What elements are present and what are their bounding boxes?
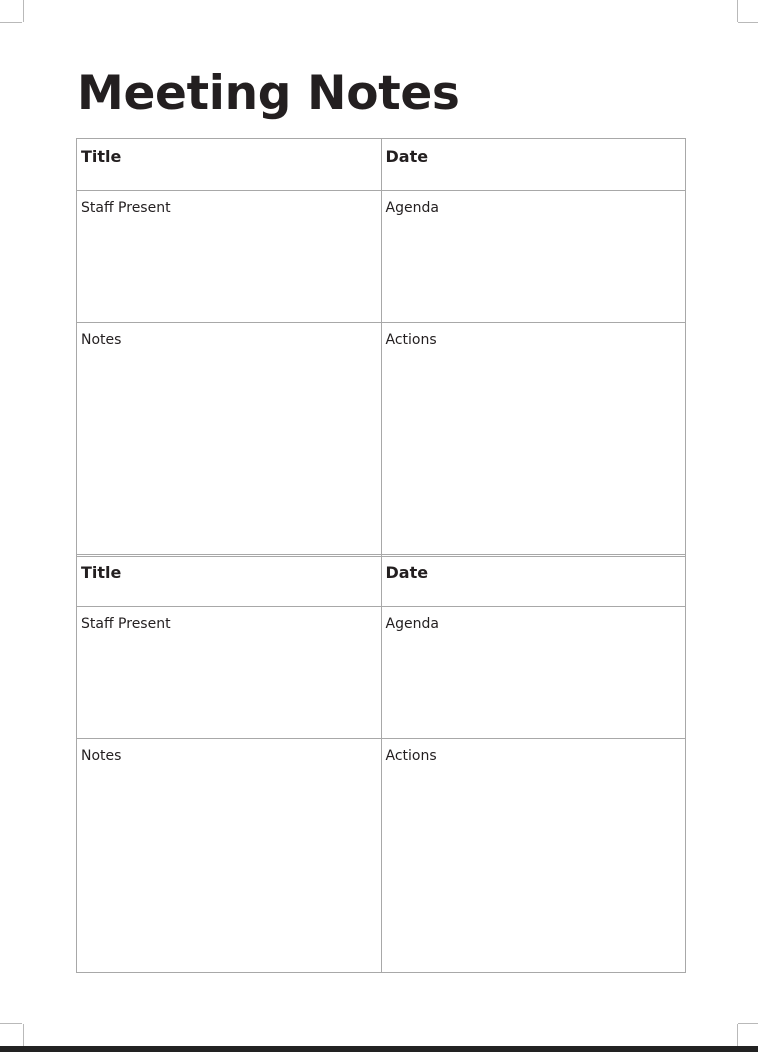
agenda-label: Agenda [385, 200, 439, 216]
meeting-table-2 [76, 554, 686, 973]
staff-present-label: Staff Present [81, 200, 171, 216]
notes-label: Notes [81, 332, 122, 348]
staff-present-label: Staff Present [81, 616, 171, 632]
bottom-bar [0, 1046, 758, 1052]
actions-label: Actions [385, 332, 437, 348]
date-label: Date [385, 147, 429, 166]
crop-mark-top-left-horizontal [0, 22, 22, 23]
title-label: Title [81, 147, 122, 166]
crop-mark-top-right-horizontal [738, 22, 758, 23]
header-row [77, 139, 686, 191]
crop-mark-bottom-left-horizontal [0, 1023, 22, 1024]
title-cell[interactable] [77, 139, 382, 191]
actions-cell[interactable] [381, 739, 686, 973]
title-label: Title [81, 563, 122, 582]
staff-agenda-row [77, 607, 686, 739]
notes-cell[interactable] [77, 739, 382, 973]
crop-mark-bottom-left [23, 1024, 24, 1046]
crop-mark-bottom-right-horizontal [738, 1023, 758, 1024]
meeting-table-1 [76, 138, 686, 557]
page-title: Meeting Notes [77, 66, 460, 121]
agenda-cell[interactable] [381, 607, 686, 739]
crop-mark-top-left [23, 0, 24, 22]
date-label: Date [385, 563, 429, 582]
crop-mark-bottom-right [737, 1024, 738, 1046]
actions-cell[interactable] [381, 323, 686, 557]
staff-present-cell[interactable] [77, 191, 382, 323]
notes-cell[interactable] [77, 323, 382, 557]
notes-actions-row [77, 323, 686, 557]
staff-agenda-row [77, 191, 686, 323]
title-cell[interactable] [77, 555, 382, 607]
date-cell[interactable] [381, 555, 686, 607]
notes-label: Notes [81, 748, 122, 764]
date-cell[interactable] [381, 139, 686, 191]
actions-label: Actions [385, 748, 437, 764]
notes-actions-row [77, 739, 686, 973]
agenda-label: Agenda [385, 616, 439, 632]
crop-mark-top-right [737, 0, 738, 22]
staff-present-cell[interactable] [77, 607, 382, 739]
agenda-cell[interactable] [381, 191, 686, 323]
header-row [77, 555, 686, 607]
